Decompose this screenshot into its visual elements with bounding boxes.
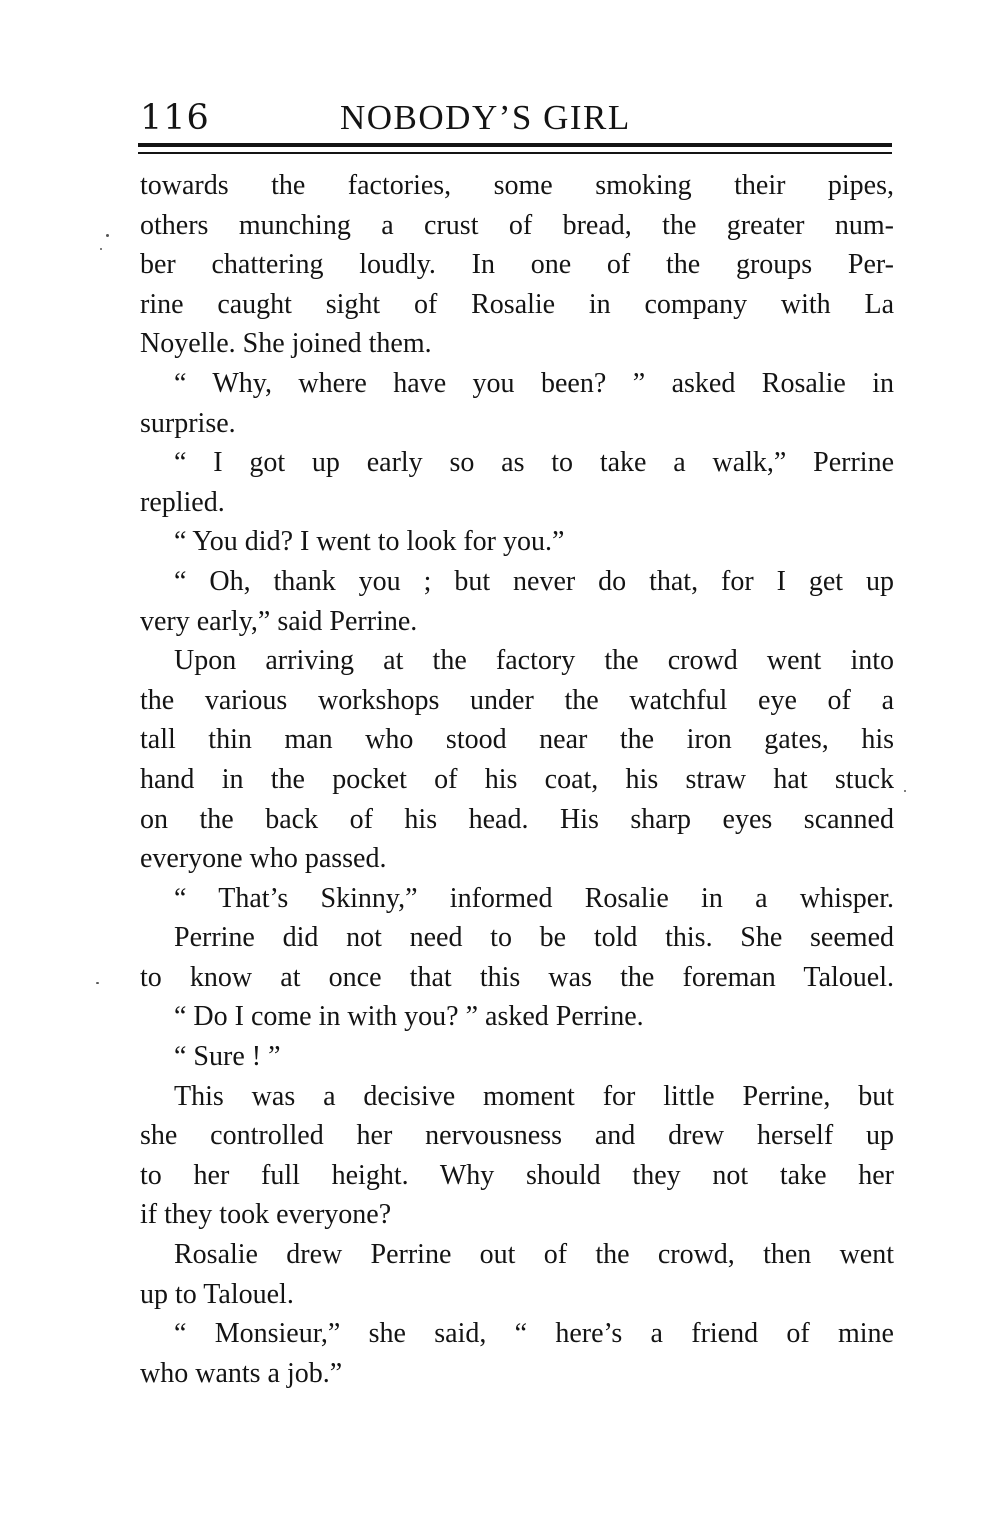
print-speck [106,234,109,237]
text-line: very early,” said Perrine. [140,605,418,637]
text-line: towards the factories, some smoking their pipes, [140,170,894,201]
text-line: if they took everyone? [140,1199,392,1231]
text-line: replied. [140,486,225,518]
text-line: up to Talouel. [140,1278,294,1310]
text-line: ber chattering loudly. In one of the groups Per- [140,249,894,281]
text-line: she controlled her nervousness and drew herself up [140,1120,894,1152]
text-line: “ Monsieur,” she said, “ here’s a friend of mine [174,1318,894,1350]
text-line: to know at once that this was the foreman Talouel. [140,961,894,993]
text-line: “ Sure ! ” [174,1041,281,1073]
text-line: “ I got up early so as to take a walk,” Perrine [174,447,894,479]
header-rule-thin [138,152,892,154]
body-text [140,166,894,1393]
text-line: Rosalie drew Perrine out of the crowd, then went [174,1239,894,1271]
text-line: the various workshops under the watchful eye of a [140,684,894,716]
text-line: to her full height. Why should they not take her [140,1159,894,1191]
text-line: rine caught sight of Rosalie in company with La [140,288,894,320]
header-rule-thick [138,143,892,147]
text-line: “ You did? I went to look for you.” [174,526,565,558]
text-line: “ That’s Skinny,” informed Rosalie in a whisper. [174,882,894,914]
print-speck [904,790,906,792]
text-line: This was a decisive moment for little Perrine, but [174,1080,894,1112]
text-line: everyone who passed. [140,843,387,875]
text-line: who wants a job.” [140,1357,343,1389]
text-line: tall thin man who stood near the iron gates, his [140,724,894,756]
text-line: Upon arriving at the factory the crowd went into [174,645,894,677]
print-speck [100,248,102,250]
text-line: others munching a crust of bread, the greater num- [140,209,894,241]
text-line: “ Do I come in with you? ” asked Perrine. [174,1001,644,1033]
text-line: “ Oh, thank you ; but never do that, for I get up [174,565,894,597]
text-line: on the back of his head. His sharp eyes scanned [140,803,894,835]
text-line: Perrine did not need to be told this. She seemed [174,922,894,954]
text-line: hand in the pocket of his coat, his straw hat stuck [140,763,894,795]
page-header [140,96,890,140]
text-line: surprise. [140,407,236,439]
text-line: “ Why, where have you been? ” asked Rosalie in [174,367,894,399]
running-title: NOBODY’S GIRL [340,98,631,137]
text-line: Noyelle. She joined them. [140,328,432,360]
page-number: 116 [140,98,210,138]
print-speck [96,982,99,984]
